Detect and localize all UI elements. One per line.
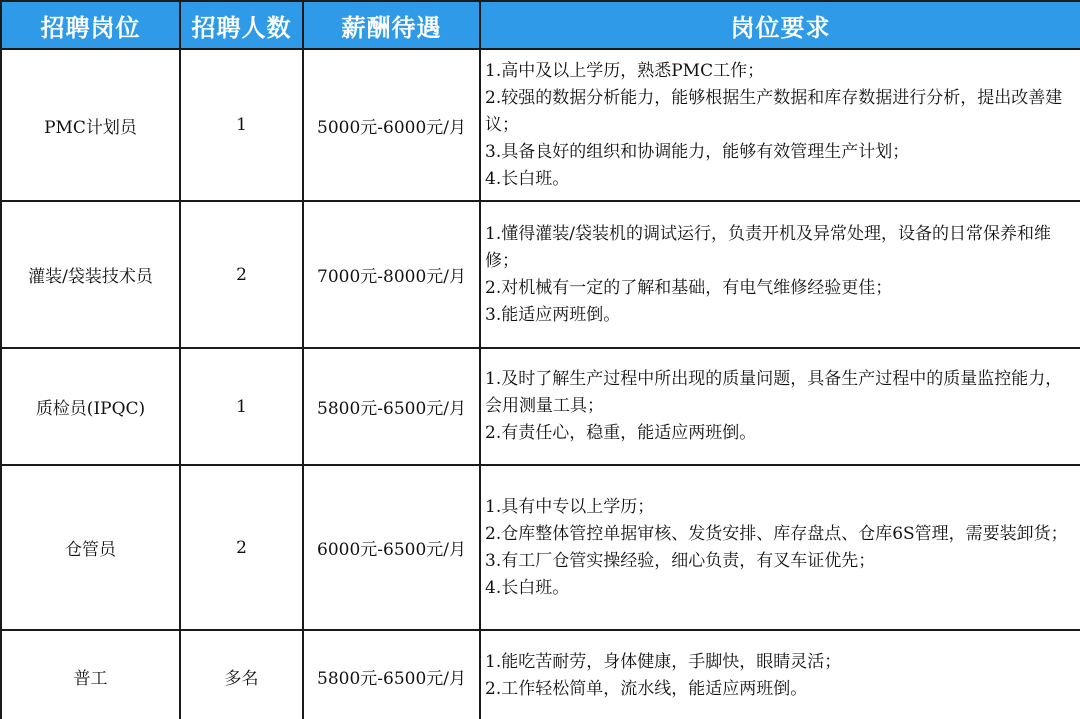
requirement-item: 2.仓库整体管控单据审核、发货安排、库存盘点、仓库6S管理，需要装卸货； xyxy=(485,523,1068,544)
table-row xyxy=(1,348,1080,465)
requirement-item: 1.懂得灌装/袋装机的调试运行，负责开机及异常处理，设备的日常保养和维修； xyxy=(485,223,1051,271)
requirement-item: 2.工作轻松简单，流水线，能适应两班倒。 xyxy=(485,679,808,699)
requirement-item: 1.能吃苦耐劳，身体健康，手脚快，眼睛灵活； xyxy=(485,652,842,672)
requirement-item: 3.有工厂仓管实操经验，细心负责，有叉车证优先； xyxy=(485,550,876,571)
cell-count: 2 xyxy=(180,201,303,348)
cell-requirements xyxy=(480,465,1080,630)
table-row xyxy=(1,201,1080,348)
cell-position: 质检员(IPQC) xyxy=(1,348,180,465)
cell-requirements xyxy=(480,630,1080,719)
cell-position: 仓管员 xyxy=(1,465,180,630)
cell-position: 灌装/袋装技术员 xyxy=(1,201,180,348)
cell-count: 多名 xyxy=(180,630,303,719)
requirement-item: 4.长白班。 xyxy=(485,577,570,598)
table-row xyxy=(1,465,1080,630)
table-header-row xyxy=(1,1,1080,49)
cell-salary: 5000元-6000元/月 xyxy=(303,49,480,201)
requirement-item: 2.较强的数据分析能力，能够根据生产数据和库存数据进行分析，提出改善建议； xyxy=(485,87,1063,135)
requirement-item: 4.长白班。 xyxy=(485,168,570,189)
cell-count: 2 xyxy=(180,465,303,630)
header-count: 招聘人数 xyxy=(180,1,303,49)
cell-count: 1 xyxy=(180,49,303,201)
table-row xyxy=(1,49,1080,201)
requirement-item: 3.具备良好的组织和协调能力，能够有效管理生产计划； xyxy=(485,141,910,162)
requirement-item: 2.对机械有一定的了解和基础，有电气维修经验更佳； xyxy=(485,277,893,298)
cell-salary: 5800元-6500元/月 xyxy=(303,348,480,465)
cell-salary: 5800元-6500元/月 xyxy=(303,630,480,719)
requirement-item: 1.高中及以上学历，熟悉PMC工作； xyxy=(485,60,765,81)
cell-salary: 6000元-6500元/月 xyxy=(303,465,480,630)
cell-requirements xyxy=(480,49,1080,201)
header-position: 招聘岗位 xyxy=(1,1,180,49)
requirement-item: 2.有责任心，稳重，能适应两班倒。 xyxy=(485,423,757,443)
cell-count: 1 xyxy=(180,348,303,465)
header-requirements: 岗位要求 xyxy=(480,1,1080,49)
cell-position: PMC计划员 xyxy=(1,49,180,201)
requirement-item: 3.能适应两班倒。 xyxy=(485,304,621,325)
table-row xyxy=(1,630,1080,719)
cell-position: 普工 xyxy=(1,630,180,719)
cell-salary: 7000元-8000元/月 xyxy=(303,201,480,348)
header-salary: 薪酬待遇 xyxy=(303,1,480,49)
cell-requirements xyxy=(480,201,1080,348)
cell-requirements xyxy=(480,348,1080,465)
requirement-item: 1.具有中专以上学历； xyxy=(485,496,655,517)
requirement-item: 1.及时了解生产过程中所出现的质量问题，具备生产过程中的质量监控能力，会用测量工具； xyxy=(485,369,1063,416)
